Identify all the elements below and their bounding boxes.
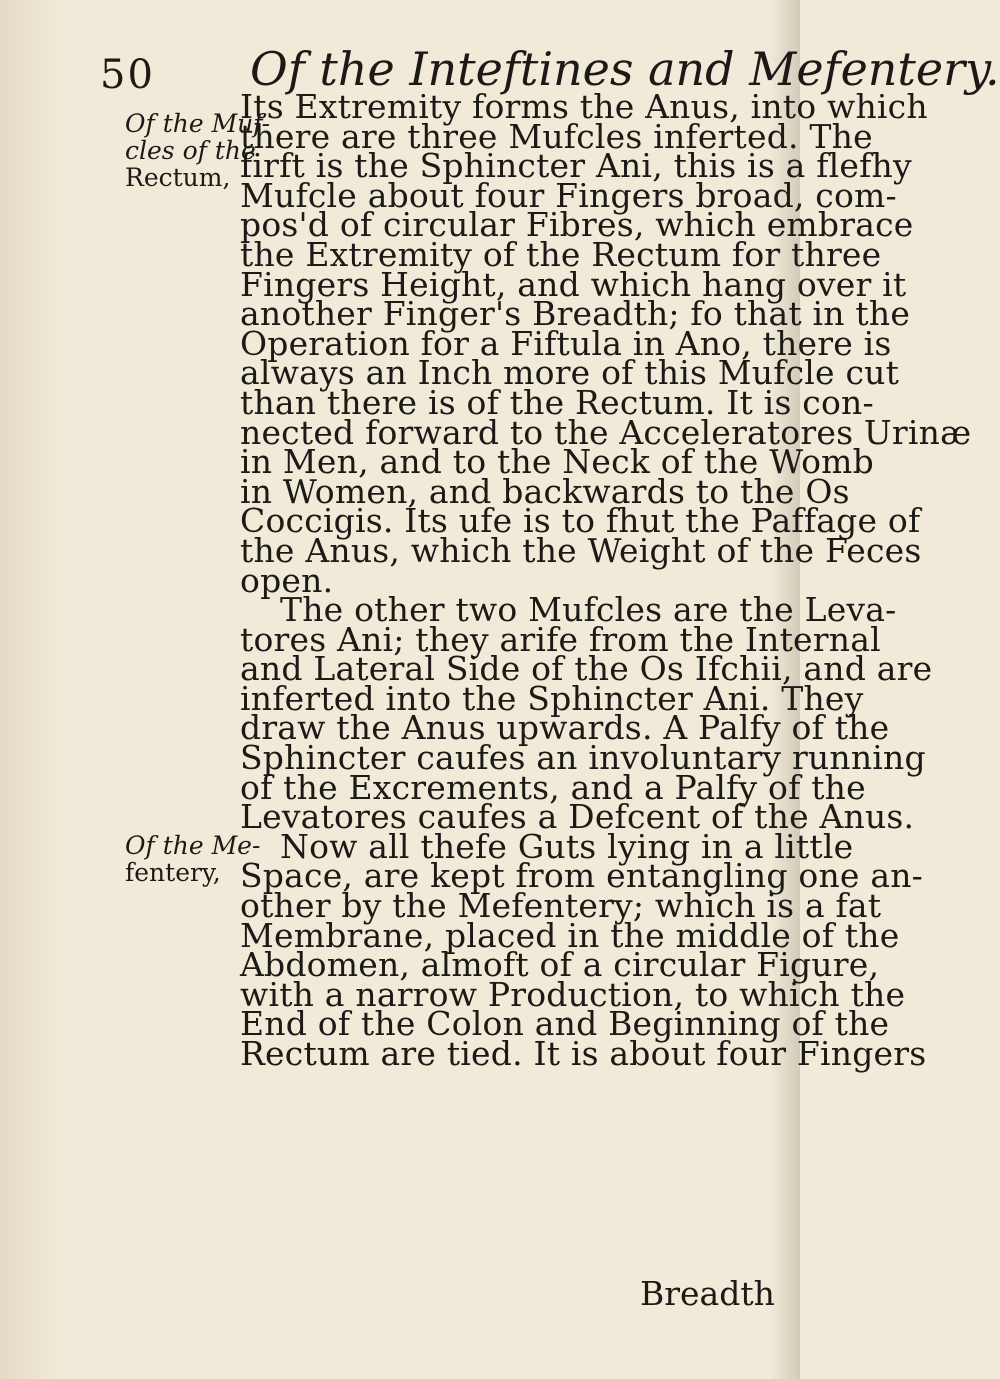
text-line: Coccigis. Its ufe is to fhut the Paffage of	[240, 501, 921, 541]
text-line: in Men, and to the Neck of the Womb	[240, 442, 874, 482]
page-number: 50	[100, 52, 155, 98]
text-line: Sphincter caufes an involuntary running	[240, 738, 926, 778]
text-line: of the Excrements, and a Palfy of the	[240, 767, 866, 807]
text-line: Levatores caufes a Defcent of the Anus.	[240, 797, 915, 837]
page-header	[0, 22, 1000, 98]
text-line: there are three Mufcles inferted. The	[240, 116, 873, 156]
text-line: Mufcle about four Fingers broad, com-	[240, 175, 897, 215]
margin-note-line: Rectum,	[125, 163, 231, 192]
text-line: always an Inch more of this Mufcle cut	[240, 353, 900, 393]
text-line: the Extremity of the Rectum for three	[240, 234, 882, 274]
text-line: open.	[240, 560, 334, 600]
text-line: firft is the Sphincter Ani, this is a flefhy	[240, 146, 912, 186]
text-line: Now all thefe Guts lying in a little	[280, 826, 854, 866]
text-line: Its Extremity forms the Anus, into which	[240, 87, 928, 126]
text-line: the Anus, which the Weight of the Feces	[240, 530, 922, 570]
text-line: tores Ani; they arife from the Internal	[240, 619, 881, 659]
margin-note-line: Of the Me-	[125, 831, 261, 860]
text-line: Abdomen, almoft of a circular Figure,	[240, 945, 880, 985]
text-line: inferted into the Sphincter Ani. They	[240, 678, 864, 718]
text-line: other by the Mefentery; which is a fat	[240, 886, 882, 926]
text-line: nected forward to the Acceleratores Urinæ	[240, 412, 972, 452]
text-line: in Women, and backwards to the Os	[240, 471, 850, 511]
text-line: The other two Mufcles are the Leva-	[280, 590, 897, 630]
text-line: Space, are kept from entangling one an-	[240, 856, 923, 896]
running-head: Of the Inteftines and Mefentery.	[250, 42, 1000, 96]
body-text	[240, 87, 972, 1073]
text-line: than there is of the Rectum. It is con-	[240, 382, 874, 422]
catchword: Breadth	[640, 1274, 775, 1313]
text-line: Membrane, placed in the middle of the	[240, 915, 900, 955]
text-line: End of the Colon and Beginning of the	[240, 1004, 890, 1044]
margin-note-line: Of the Muf-	[125, 109, 271, 138]
margin-note-line: fentery,	[125, 858, 221, 887]
text-line: another Finger's Breadth; fo that in the	[240, 294, 911, 334]
text-line: Operation for a Fiftula in Ano, there is	[240, 323, 892, 363]
text-line: Fingers Height, and which hang over it	[240, 264, 907, 304]
text-line: with a narrow Production, to which the	[240, 974, 906, 1014]
text-line: Rectum are tied. It is about four Fingers	[240, 1034, 927, 1073]
text-line: and Lateral Side of the Os Ifchii, and are	[240, 649, 933, 689]
margin-note-line: cles of the	[125, 136, 256, 165]
text-line: draw the Anus upwards. A Palfy of the	[240, 708, 890, 748]
text-line: pos'd of circular Fibres, which embrace	[240, 205, 914, 245]
